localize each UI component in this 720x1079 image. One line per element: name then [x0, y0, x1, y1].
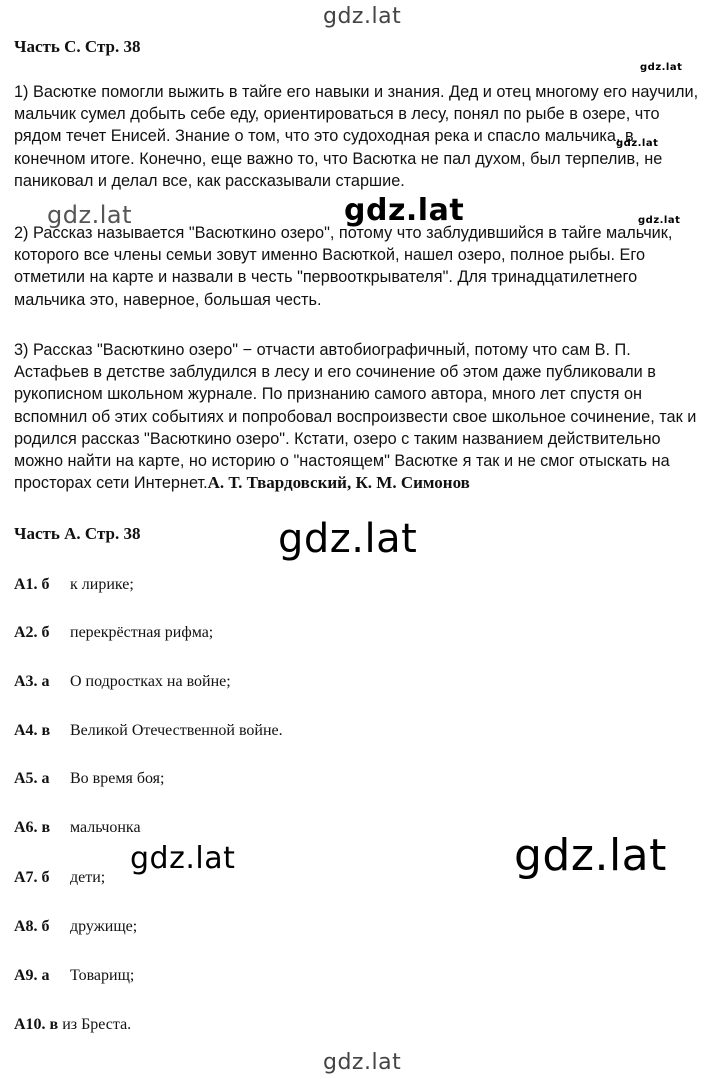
- watermark-large: gdz.lat: [278, 516, 418, 562]
- answer-text: к лирике;: [70, 576, 134, 593]
- watermark-mid-center: gdz.lat: [344, 193, 465, 228]
- answer-label: А5. а: [14, 770, 50, 787]
- answer-row: [14, 916, 137, 938]
- watermark-left: gdz.lat: [130, 841, 236, 876]
- part-c-heading: Часть С. Стр. 38: [14, 37, 141, 56]
- answer-paragraph-3: [14, 339, 708, 494]
- part-a-heading: Часть А. Стр. 38: [14, 524, 141, 543]
- answer-row: [14, 1014, 131, 1036]
- watermark-top: gdz.lat: [323, 4, 402, 29]
- answer-label: А3. а: [14, 673, 50, 690]
- answer-label: А10. в: [14, 1016, 59, 1033]
- answer-label: А2. б: [14, 624, 50, 641]
- watermark-mid-left: gdz.lat: [47, 201, 132, 229]
- answer-text: О подростках на войне;: [70, 673, 231, 690]
- answer-text: перекрёстная рифма;: [70, 624, 214, 641]
- answer-row: [14, 574, 134, 596]
- watermark-large: gdz.lat: [514, 830, 667, 881]
- answer-row: [14, 768, 164, 790]
- answer-text: дети;: [70, 869, 106, 886]
- answer-label: А7. б: [14, 869, 50, 886]
- answer-row: [14, 671, 231, 693]
- answer-paragraph-1: 1) Васютке помогли выжить в тайге его навыки и знания. Дед и отец многому его научили, мальчик сумел добыть себе еду, ориентироваться в лесу, понял по рыбе в озере, что рядом течет Енисей. Знание о том, что это судоходная река и спасло мальчика, в конечном итоге. Конечно, еще важно то, что Васютка не пал духом, был терпелив, не паниковал и делал все, как рассказывали старшие.: [14, 83, 699, 190]
- answer-row: [14, 720, 283, 742]
- answer-label: А1. б: [14, 576, 50, 593]
- answer-text: Товарищ;: [70, 967, 135, 984]
- answer-row: [14, 867, 105, 889]
- answer-row: [14, 817, 141, 839]
- answer-label: А8. б: [14, 918, 50, 935]
- answer-text: мальчонка: [70, 819, 141, 836]
- answer-paragraph-2: 2) Рассказ называется "Васюткино озеро", потому что заблудившийся в тайге мальчик, которого все члены семьи зовут именно Васюткой, нашел озеро, полное рыбы. Его отметили на карте и назвали в честь "первооткрывателя". Для тринадцатилетнего мальчика это, наверное, большая честь.: [14, 224, 673, 309]
- answer-text: из Бреста.: [62, 1016, 132, 1033]
- watermark-small: gdz.lat: [616, 138, 659, 149]
- answer-label: А4. в: [14, 722, 51, 739]
- answer-paragraph-3-authors: А. Т. Твардовский, К. М. Симонов: [207, 473, 470, 493]
- answer-label: А9. а: [14, 967, 50, 984]
- answer-paragraph-3-text: 3) Рассказ "Васюткино озеро" − отчасти автобиографичный, потому что сам В. П. Астафьев в детстве заблудился в лесу и его сочинение об этом даже публиковали в рукописном школьном журнале. По признанию самого автора, много лет спустя он вспомнил об этих событиях и попробовал воспроизвести свое школьное сочинение, так и родился рассказ "Васюткино озеро". Кстати, озеро с таким названием действительно можно найти на карте, но историю о "настоящем" Васютке я так и не смог отыскать на просторах сети Интернет.: [14, 341, 697, 493]
- answer-text: Во время боя;: [70, 770, 165, 787]
- answer-row: [14, 965, 134, 987]
- watermark-small: gdz.lat: [640, 62, 683, 73]
- watermark-bottom: gdz.lat: [323, 1050, 402, 1075]
- answer-text: Великой Отечественной войне.: [70, 722, 283, 739]
- answer-text: дружище;: [70, 918, 138, 935]
- answer-label: А6. в: [14, 819, 51, 836]
- watermark-small: gdz.lat: [638, 215, 681, 226]
- answer-row: [14, 622, 213, 644]
